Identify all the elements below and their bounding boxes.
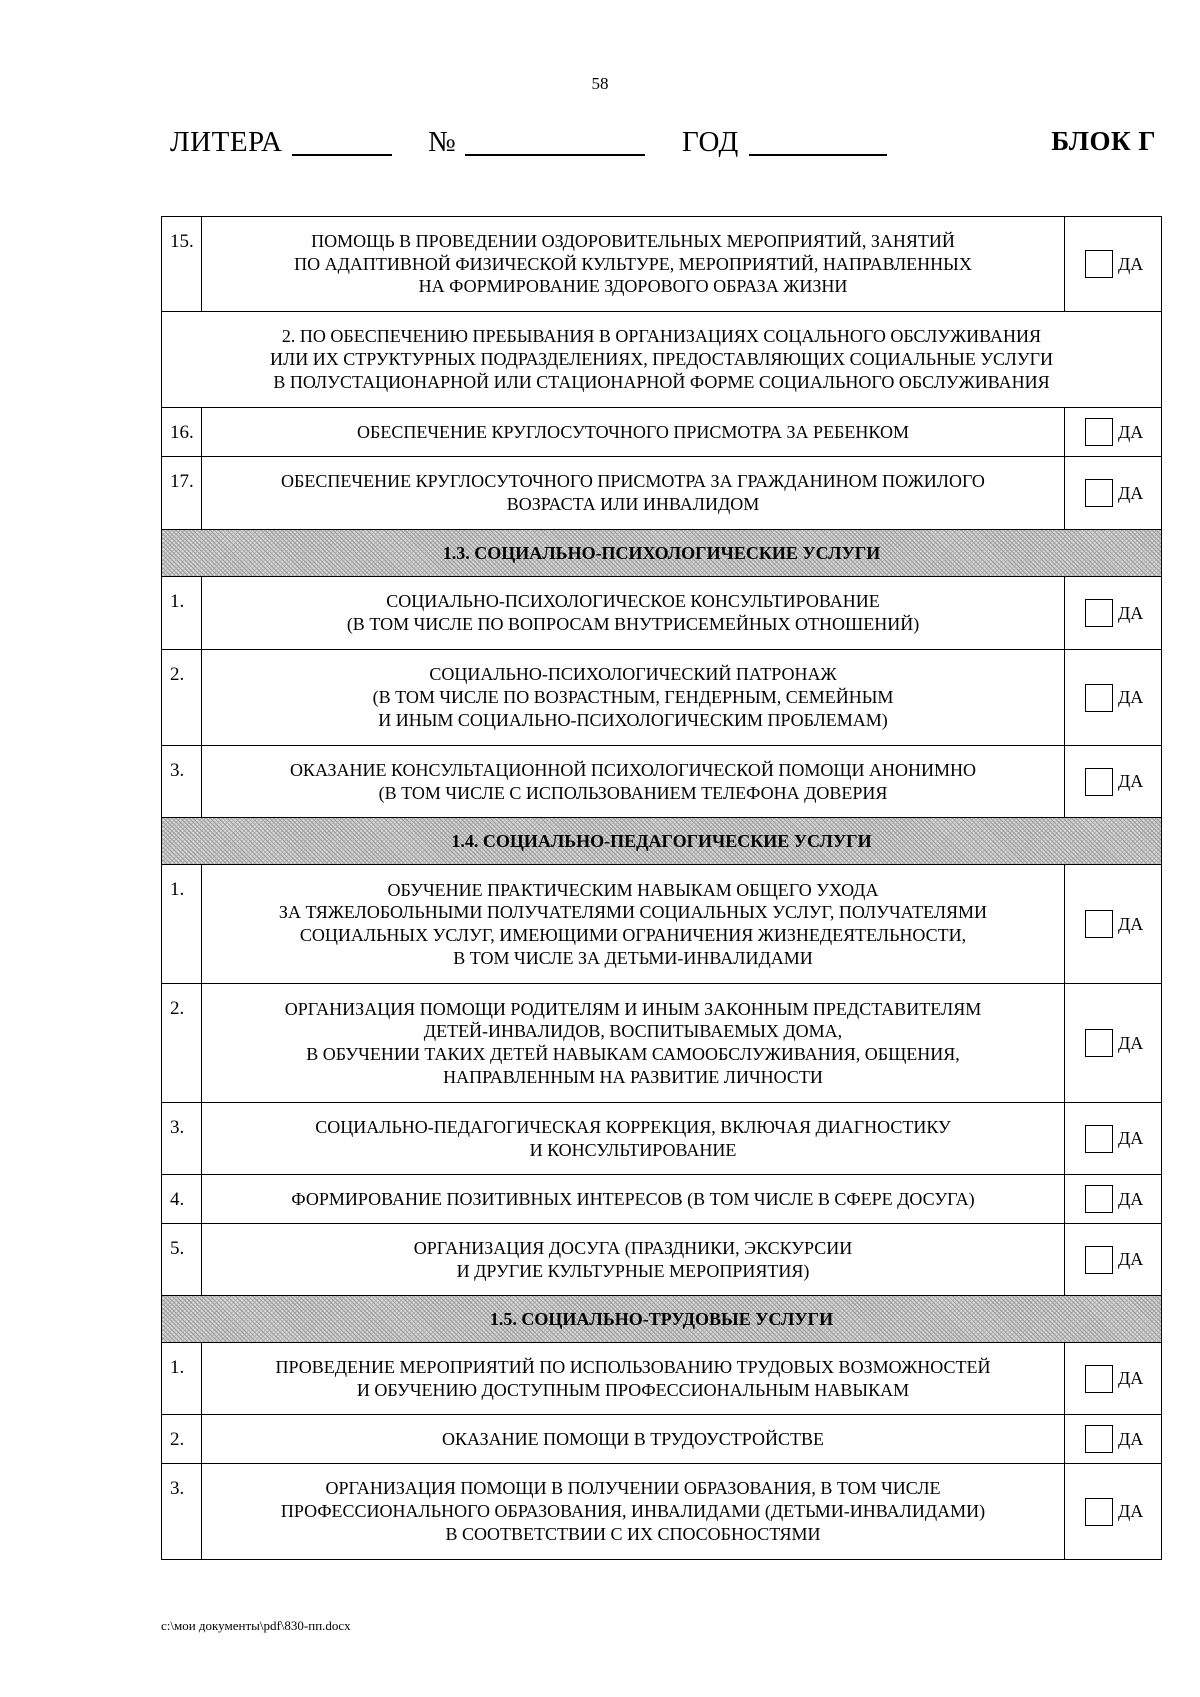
yes-checkbox-cell[interactable] <box>1065 1175 1162 1224</box>
services-table <box>161 216 1162 1560</box>
service-description <box>202 457 1065 530</box>
yes-checkbox-cell[interactable] <box>1065 217 1162 312</box>
description-line: В ОБУЧЕНИИ ТАКИХ ДЕТЕЙ НАВЫКАМ САМООБСЛУЖИВАНИЯ, ОБЩЕНИЯ, <box>306 1044 960 1064</box>
description-line: (В ТОМ ЧИСЛЕ С ИСПОЛЬЗОВАНИЕМ ТЕЛЕФОНА ДОВЕРИЯ <box>378 782 888 803</box>
page-number: 58 <box>591 74 609 93</box>
year-field[interactable] <box>749 154 887 156</box>
checkbox[interactable] <box>1085 1029 1113 1057</box>
description-line: ФОРМИРОВАНИЕ ПОЗИТИВНЫХ ИНТЕРЕСОВ (В ТОМ ЧИСЛЕ В СФЕРЕ ДОСУГА) <box>291 1188 975 1209</box>
checkbox[interactable] <box>1085 250 1113 278</box>
description-line: НА ФОРМИРОВАНИЕ ЗДОРОВОГО ОБРАЗА ЖИЗНИ <box>418 276 848 297</box>
checkbox-label: ДА <box>1118 1032 1144 1053</box>
litera-field[interactable] <box>292 154 392 156</box>
section-header-row <box>162 530 1162 577</box>
table-row <box>162 217 1162 312</box>
description-line: ОКАЗАНИЕ КОНСУЛЬТАЦИОННОЙ ПСИХОЛОГИЧЕСКОЙ ПОМОЩИ АНОНИМНО <box>289 759 977 780</box>
yes-checkbox-cell[interactable] <box>1065 1415 1162 1464</box>
checkbox[interactable] <box>1085 418 1113 446</box>
description-line: ОБЕСПЕЧЕНИЕ КРУГЛОСУТОЧНОГО ПРИСМОТРА ЗА ГРАЖДАНИНОМ ПОЖИЛОГО <box>281 471 985 492</box>
number-field[interactable] <box>465 154 645 156</box>
service-description <box>202 217 1065 312</box>
checkbox[interactable] <box>1085 1185 1113 1213</box>
row-number: 5. <box>162 1224 202 1296</box>
row-number: 2. <box>162 650 202 746</box>
checkbox[interactable] <box>1085 684 1113 712</box>
yes-checkbox-cell[interactable] <box>1065 1464 1162 1560</box>
service-description <box>202 408 1065 457</box>
row-number: 3. <box>162 746 202 818</box>
description-line: НАПРАВЛЕННЫМ НА РАЗВИТИЕ ЛИЧНОСТИ <box>443 1066 823 1087</box>
description-line: ПО АДАПТИВНОЙ ФИЗИЧЕСКОЙ КУЛЬТУРЕ, МЕРОПРИЯТИЙ, НАПРАВЛЕННЫХ <box>294 253 972 274</box>
yes-checkbox-cell[interactable] <box>1065 1224 1162 1296</box>
checkbox-label: ДА <box>1118 253 1144 274</box>
year-label: ГОД <box>682 126 739 158</box>
yes-checkbox-cell[interactable] <box>1065 457 1162 530</box>
table-row <box>162 1224 1162 1296</box>
yes-checkbox-cell[interactable] <box>1065 650 1162 746</box>
description-line: ОРГАНИЗАЦИЯ ПОМОЩИ В ПОЛУЧЕНИИ ОБРАЗОВАНИЯ, В ТОМ ЧИСЛЕ <box>325 1478 941 1499</box>
checkbox-label: ДА <box>1118 1368 1144 1389</box>
section-header-row <box>162 1296 1162 1343</box>
checkbox-label: ДА <box>1118 1501 1144 1522</box>
service-description <box>202 650 1065 746</box>
description-line: ДЕТЕЙ-ИНВАЛИДОВ, ВОСПИТЫВАЕМЫХ ДОМА, <box>423 1021 843 1042</box>
service-description <box>202 746 1065 818</box>
description-line: (В ТОМ ЧИСЛЕ ПО ВОЗРАСТНЫМ, ГЕНДЕРНЫМ, СЕМЕЙНЫМ <box>372 687 894 708</box>
block-label: БЛОК Г <box>1051 126 1156 156</box>
table-row <box>162 408 1162 457</box>
table-row <box>162 457 1162 530</box>
yes-checkbox-cell[interactable] <box>1065 984 1162 1103</box>
yes-checkbox-cell[interactable] <box>1065 1343 1162 1415</box>
checkbox-label: ДА <box>1118 1188 1144 1209</box>
service-description <box>202 1103 1065 1175</box>
subsection-heading <box>162 312 1162 408</box>
service-description <box>202 984 1065 1103</box>
description-line: ОРГАНИЗАЦИЯ ПОМОЩИ РОДИТЕЛЯМ И ИНЫМ ЗАКОННЫМ ПРЕДСТАВИТЕЛЯМ <box>284 998 982 1019</box>
checkbox-label: ДА <box>1118 1428 1144 1449</box>
table-row <box>162 1175 1162 1224</box>
checkbox[interactable] <box>1085 1425 1113 1453</box>
service-description <box>202 577 1065 650</box>
row-number: 1. <box>162 865 202 984</box>
section-title: 1.3. СОЦИАЛЬНО-ПСИХОЛОГИЧЕСКИЕ УСЛУГИ <box>162 530 1162 577</box>
checkbox[interactable] <box>1085 768 1113 796</box>
row-number: 3. <box>162 1464 202 1560</box>
subsection-line: В ПОЛУСТАЦИОНАРНОЙ ИЛИ СТАЦИОНАРНОЙ ФОРМЕ СОЦИАЛЬНОГО ОБСЛУЖИВАНИЯ <box>273 371 1050 392</box>
number-label: № <box>428 126 457 158</box>
form-header <box>170 126 1156 166</box>
description-line: СОЦИАЛЬНЫХ УСЛУГ, ИМЕЮЩИМИ ОГРАНИЧЕНИЯ ЖИЗНЕДЕЯТЕЛЬНОСТИ, <box>299 925 967 945</box>
checkbox[interactable] <box>1085 599 1113 627</box>
description-line: (В ТОМ ЧИСЛЕ ПО ВОПРОСАМ ВНУТРИСЕМЕЙНЫХ ОТНОШЕНИЙ) <box>346 614 920 634</box>
service-description <box>202 1343 1065 1415</box>
table-row <box>162 1103 1162 1175</box>
row-number: 1. <box>162 577 202 650</box>
checkbox-label: ДА <box>1118 771 1144 792</box>
section-title: 1.4. СОЦИАЛЬНО-ПЕДАГОГИЧЕСКИЕ УСЛУГИ <box>162 818 1162 865</box>
table-row <box>162 984 1162 1103</box>
table-row <box>162 1464 1162 1560</box>
description-line: ПРОВЕДЕНИЕ МЕРОПРИЯТИЙ ПО ИСПОЛЬЗОВАНИЮ ТРУДОВЫХ ВОЗМОЖНОСТЕЙ <box>275 1356 991 1377</box>
row-number: 3. <box>162 1103 202 1175</box>
checkbox-label: ДА <box>1118 421 1144 442</box>
table-row <box>162 650 1162 746</box>
description-line: И ИНЫМ СОЦИАЛЬНО-ПСИХОЛОГИЧЕСКИМ ПРОБЛЕМАМ) <box>378 709 888 730</box>
description-line: В СООТВЕТСТВИИ С ИХ СПОСОБНОСТЯМИ <box>445 1523 821 1544</box>
subsection-row <box>162 312 1162 408</box>
description-line: И КОНСУЛЬТИРОВАНИЕ <box>529 1139 737 1160</box>
row-number: 15. <box>162 217 202 312</box>
checkbox-label: ДА <box>1118 913 1144 934</box>
description-line: ОБУЧЕНИЕ ПРАКТИЧЕСКИМ НАВЫКАМ ОБЩЕГО УХОДА <box>387 879 879 900</box>
table-row <box>162 1415 1162 1464</box>
row-number: 2. <box>162 1415 202 1464</box>
checkbox[interactable] <box>1085 910 1113 938</box>
file-path-footer: c:\мои документы\pdf\830-пп.docx <box>161 1618 351 1633</box>
row-number: 1. <box>162 1343 202 1415</box>
row-number: 17. <box>162 457 202 530</box>
service-description <box>202 1224 1065 1296</box>
row-number: 2. <box>162 984 202 1103</box>
subsection-line: 2. ПО ОБЕСПЕЧЕНИЮ ПРЕБЫВАНИЯ В ОРГАНИЗАЦИЯХ СОЦАЛЬНОГО ОБСЛУЖИВАНИЯ <box>281 326 1042 347</box>
row-number: 16. <box>162 408 202 457</box>
description-line: ОБЕСПЕЧЕНИЕ КРУГЛОСУТОЧНОГО ПРИСМОТРА ЗА РЕБЕНКОМ <box>357 421 909 442</box>
table-row <box>162 865 1162 984</box>
service-description <box>202 1175 1065 1224</box>
description-line: СОЦИАЛЬНО-ПЕДАГОГИЧЕСКАЯ КОРРЕКЦИЯ, ВКЛЮЧАЯ ДИАГНОСТИКУ <box>315 1116 951 1137</box>
yes-checkbox-cell[interactable] <box>1065 746 1162 818</box>
description-line: ЗА ТЯЖЕЛОБОЛЬНЫМИ ПОЛУЧАТЕЛЯМИ СОЦИАЛЬНЫХ УСЛУГ, ПОЛУЧАТЕЛЯМИ <box>278 902 988 923</box>
description-line: И ОБУЧЕНИЮ ДОСТУПНЫМ ПРОФЕССИОНАЛЬНЫМ НАВЫКАМ <box>356 1379 910 1400</box>
description-line: ПОМОЩЬ В ПРОВЕДЕНИИ ОЗДОРОВИТЕЛЬНЫХ МЕРОПРИЯТИЙ, ЗАНЯТИЙ <box>311 230 955 251</box>
litera-label: ЛИТЕРА <box>170 126 283 158</box>
description-line: СОЦИАЛЬНО-ПСИХОЛОГИЧЕСКИЙ ПАТРОНАЖ <box>429 664 837 685</box>
checkbox[interactable] <box>1085 479 1113 507</box>
checkbox-label: ДА <box>1118 482 1144 503</box>
row-number: 4. <box>162 1175 202 1224</box>
yes-checkbox-cell[interactable] <box>1065 408 1162 457</box>
table-row <box>162 746 1162 818</box>
checkbox-label: ДА <box>1118 602 1144 623</box>
checkbox[interactable] <box>1085 1246 1113 1274</box>
service-description <box>202 1415 1065 1464</box>
yes-checkbox-cell[interactable] <box>1065 1103 1162 1175</box>
service-description <box>202 1464 1065 1560</box>
description-line: ПРОФЕССИОНАЛЬНОГО ОБРАЗОВАНИЯ, ИНВАЛИДАМИ (ДЕТЬМИ-ИНВАЛИДАМИ) <box>280 1501 986 1522</box>
checkbox[interactable] <box>1085 1498 1113 1526</box>
checkbox-label: ДА <box>1118 1249 1144 1270</box>
checkbox[interactable] <box>1085 1125 1113 1153</box>
description-line: И ДРУГИЕ КУЛЬТУРНЫЕ МЕРОПРИЯТИЯ) <box>456 1260 810 1281</box>
checkbox[interactable] <box>1085 1365 1113 1393</box>
service-description <box>202 865 1065 984</box>
section-header-row <box>162 818 1162 865</box>
table-row <box>162 1343 1162 1415</box>
description-line: В ТОМ ЧИСЛЕ ЗА ДЕТЬМИ-ИНВАЛИДАМИ <box>453 947 813 968</box>
checkbox-label: ДА <box>1118 687 1144 708</box>
section-title: 1.5. СОЦИАЛЬНО-ТРУДОВЫЕ УСЛУГИ <box>162 1296 1162 1343</box>
yes-checkbox-cell[interactable] <box>1065 577 1162 650</box>
checkbox-label: ДА <box>1118 1128 1144 1149</box>
description-line: ВОЗРАСТА ИЛИ ИНВАЛИДОМ <box>506 494 760 514</box>
description-line: ОКАЗАНИЕ ПОМОЩИ В ТРУДОУСТРОЙСТВЕ <box>442 1428 824 1449</box>
subsection-line: ИЛИ ИХ СТРУКТУРНЫХ ПОДРАЗДЕЛЕНИЯХ, ПРЕДОСТАВЛЯЮЩИХ СОЦИАЛЬНЫЕ УСЛУГИ <box>270 349 1053 370</box>
description-line: СОЦИАЛЬНО-ПСИХОЛОГИЧЕСКОЕ КОНСУЛЬТИРОВАНИЕ <box>386 591 880 612</box>
description-line: ОРГАНИЗАЦИЯ ДОСУГА (ПРАЗДНИКИ, ЭКСКУРСИИ <box>413 1237 853 1258</box>
yes-checkbox-cell[interactable] <box>1065 865 1162 984</box>
table-row <box>162 577 1162 650</box>
